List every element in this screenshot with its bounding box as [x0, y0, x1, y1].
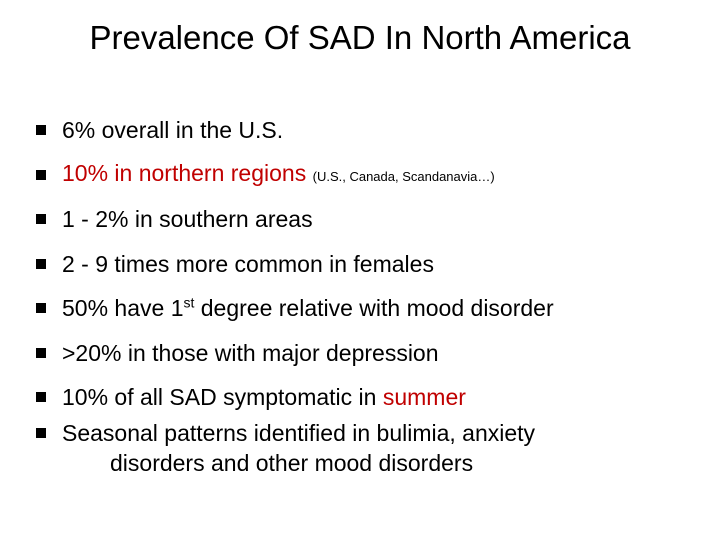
- bullet-text: 2 - 9 times more common in females: [62, 250, 434, 277]
- square-bullet-icon: [36, 214, 46, 224]
- bullet-text: [62, 158, 495, 192]
- bullet-text: [62, 382, 466, 412]
- square-bullet-icon: [36, 428, 46, 438]
- bullet-text: 6% overall in the U.S.: [62, 117, 284, 144]
- bullet-item-overall: [36, 108, 712, 153]
- bullet-item-southern: [36, 197, 712, 242]
- text-part: 10% of all SAD symptomatic in: [62, 384, 383, 411]
- square-bullet-icon: [36, 348, 46, 358]
- bullet-text: >20% in those with major depression: [62, 339, 439, 366]
- bullet-item-northern: [36, 153, 712, 198]
- bullet-item-depression: [36, 331, 712, 376]
- bullet-note: (U.S., Canada, Scandanavia…): [312, 168, 495, 184]
- slide-title: Prevalence Of SAD In North America: [89, 19, 631, 56]
- bullet-list: [36, 108, 712, 500]
- highlighted-text: 10% in northern regions: [62, 159, 307, 186]
- text-line: Seasonal patterns identified in bulimia, anxiety: [62, 419, 536, 446]
- bullet-text: [62, 293, 554, 323]
- square-bullet-icon: [36, 170, 46, 180]
- text-part: degree relative with mood disorder: [194, 295, 554, 322]
- bullet-text: 1 - 2% in southern areas: [62, 206, 313, 233]
- text-line: disorders and other mood disorders: [110, 449, 474, 476]
- bullet-item-summer: [36, 375, 712, 420]
- square-bullet-icon: [36, 259, 46, 269]
- bullet-item-females: [36, 242, 712, 287]
- text-part: 50% have 1: [62, 295, 184, 322]
- bullet-item-relative: [36, 286, 712, 331]
- square-bullet-icon: [36, 303, 46, 313]
- highlighted-text: summer: [382, 384, 466, 411]
- superscript: st: [183, 294, 195, 311]
- bullet-text: [62, 418, 702, 478]
- square-bullet-icon: [36, 125, 46, 135]
- bullet-item-seasonal: [36, 420, 712, 500]
- square-bullet-icon: [36, 392, 46, 402]
